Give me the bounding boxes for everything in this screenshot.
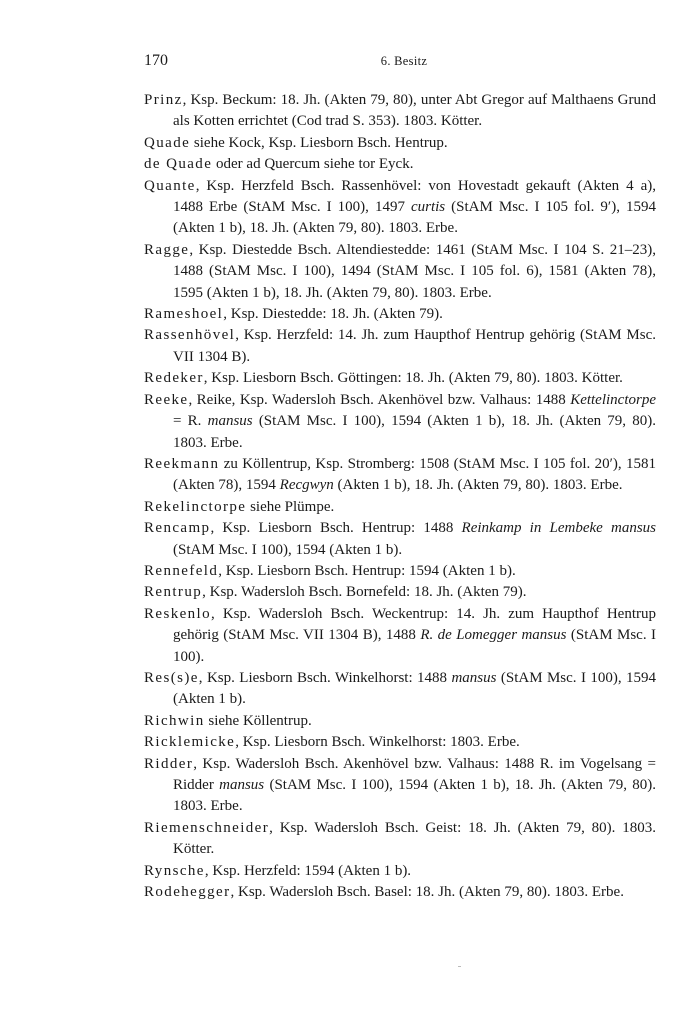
entry-headword: Rassenhövel	[144, 327, 236, 344]
entry-headword: Rynsche	[144, 862, 205, 879]
entry	[144, 390, 656, 454]
entry-text: , Ksp. Wadersloh Bsch. Bornefeld: 18. Jh. (Akten 79).	[202, 584, 527, 601]
entry-text: , Ksp. Diestedde: 18. Jh. (Akten 79).	[223, 306, 443, 323]
entry-text: (StAM Msc. I 105 fol. 9′), 1594 (Akten 1 b), 18. Jh. (Akten 79, 80). 1803. Erbe.	[173, 199, 656, 237]
entry-italic-text: mansus	[219, 777, 265, 793]
entry	[144, 861, 656, 882]
entry	[144, 668, 656, 711]
entry	[144, 176, 656, 240]
entry	[144, 882, 656, 903]
entry-text: , Ksp. Wadersloh Bsch. Basel: 18. Jh. (Akten 79, 80). 1803. Erbe.	[230, 884, 624, 901]
entry-text: siehe Köllentrup.	[204, 712, 312, 729]
entry-text: oder ad Quercum siehe tor Eyck.	[212, 156, 414, 173]
entry-text: , Ksp. Diestedde Bsch. Altendiestedde: 1461 (StAM Msc. I 104 S. 21–23), 1488 (StAM Msc. I 100), 1494 (StAM Msc. I 105 fol. 6), 1581 (Akten 78), 1595 (Akten 1 b), 18. Jh. (Akten 79, 80). 1803. Erbe.	[173, 241, 656, 301]
entry-text: , Ksp. Wadersloh Bsch. Akenhövel bzw. Valhaus: 1488 R. im Vogelsang = Ridder	[173, 755, 656, 793]
entry-headword: Res(s)e	[144, 669, 199, 686]
entry-headword: Rameshoel	[144, 306, 224, 323]
entry-headword: Quante	[144, 177, 196, 194]
entry-text: , Reike, Ksp. Wadersloh Bsch. Akenhövel bzw. Valhaus: 1488	[188, 391, 571, 408]
entry-italic-text: mansus	[207, 413, 253, 430]
entry-text: (StAM Msc. I 100), 1594 (Akten 1 b), 18. Jh. (Akten 79, 80). 1803. Erbe.	[173, 777, 656, 815]
entry-headword: Ridder	[144, 755, 194, 772]
entry	[144, 133, 656, 154]
entry-headword: Rodehegger	[144, 884, 231, 901]
entry	[144, 582, 656, 603]
entry	[144, 304, 656, 325]
entry-list	[144, 90, 656, 903]
page-header	[144, 52, 664, 72]
running-head: 6. Besitz	[380, 54, 428, 68]
entry-text: (StAM Msc. I 100), 1594 (Akten 1 b), 18. Jh. (Akten 79, 80). 1803. Erbe.	[173, 413, 656, 451]
entry-text: , Ksp. Wadersloh Bsch. Weckentrup: 14. Jh. zum Haupthof Hentrup gehörig (StAM Msc. VII 1304 B), 1488	[173, 605, 656, 644]
entry-headword: Riemenschneider	[144, 819, 270, 836]
entry	[144, 711, 656, 732]
entry-text: (Akten 1 b), 18. Jh. (Akten 79, 80). 1803. Erbe.	[333, 477, 623, 494]
entry	[144, 90, 656, 133]
entry-headword: Redeker	[144, 370, 204, 387]
entry-headword: Richwin	[144, 712, 205, 729]
entry-headword: Rentrup	[144, 584, 203, 601]
entry-italic-text: Recgwyn	[279, 477, 334, 494]
entry-text: = R.	[173, 413, 208, 430]
entry	[144, 368, 656, 389]
entry-text: , Ksp. Herzfeld Bsch. Rassenhövel: von Hovestadt gekauft (Akten 4 a), 1488 Erbe (StAM Msc. I 100), 1497	[173, 177, 656, 216]
entry-italic-text: mansus	[451, 669, 497, 686]
entry-text: siehe Plümpe.	[246, 498, 335, 515]
entry	[144, 732, 656, 753]
entry-text: siehe Kock, Ksp. Liesborn Bsch. Hentrup.	[190, 134, 448, 151]
entry-text: , Ksp. Liesborn Bsch. Hentrup: 1594 (Akten 1 b).	[218, 562, 516, 579]
entry-text: (StAM Msc. I 100).	[173, 627, 656, 665]
entry	[144, 325, 656, 368]
entry-headword: Rencamp	[144, 520, 211, 537]
entry-text: , Ksp. Liesborn Bsch. Göttingen: 18. Jh. (Akten 79, 80). 1803. Kötter.	[203, 370, 623, 387]
entry	[144, 497, 656, 518]
entry	[144, 240, 656, 304]
entry-headword: Reskenlo	[144, 605, 212, 622]
page-number: 170	[144, 52, 168, 69]
entry	[144, 518, 656, 561]
entry-text: , Ksp. Liesborn Bsch. Winkelhorst: 1488	[198, 669, 452, 686]
entry-headword: de Quade	[144, 156, 213, 173]
scan-speck	[458, 966, 461, 967]
entry-italic-text: Kettelinctorpe	[570, 391, 656, 408]
entry-text: , Ksp. Liesborn Bsch. Winkelhorst: 1803. Erbe.	[235, 734, 520, 751]
entry	[144, 454, 656, 497]
entry-headword: Ragge	[144, 241, 190, 258]
entry	[144, 754, 656, 818]
entry-text: (StAM Msc. I 100), 1594 (Akten 1 b).	[173, 669, 657, 708]
entry-text: , Ksp. Wadersloh Bsch. Geist: 18. Jh. (Akten 79, 80). 1803. Kötter.	[173, 819, 656, 858]
entry-text: (StAM Msc. I 100), 1594 (Akten 1 b).	[173, 541, 403, 558]
entry-text: zu Köllentrup, Ksp. Stromberg: 1508 (StAM Msc. I 105 fol. 20′), 1581 (Akten 78), 1594	[173, 455, 656, 494]
entry	[144, 818, 656, 861]
entry-headword: Rekelinctorpe	[144, 498, 247, 515]
entry-headword: Rennefeld	[144, 562, 219, 579]
entry-headword: Prinz	[144, 92, 183, 108]
entry	[144, 154, 656, 175]
entry-text: , Ksp. Herzfeld: 1594 (Akten 1 b).	[204, 862, 412, 879]
entry-italic-text: curtis	[410, 199, 446, 216]
entry-italic-text: R. de Lomegger mansus	[420, 627, 567, 644]
entry-text: , Ksp. Liesborn Bsch. Hentrup: 1488	[210, 520, 462, 537]
entry-headword: Quade	[144, 134, 191, 151]
entry	[144, 561, 656, 582]
entry-headword: Ricklemicke	[144, 734, 236, 751]
entry-text: , Ksp. Herzfeld: 14. Jh. zum Haupthof Hentrup gehörig (StAM Msc. VII 1304 B).	[173, 327, 656, 365]
entry-italic-text: Reinkamp in Lembeke mansus	[461, 520, 656, 537]
entry-headword: Reeke	[144, 391, 189, 408]
entry-text: , Ksp. Beckum: 18. Jh. (Akten 79, 80), unter Abt Gregor auf Malthaens Grund als Kotten errichtet (Cod trad S. 353). 1803. Kötter.	[173, 92, 656, 130]
entry	[144, 604, 656, 668]
entry-headword: Reekmann	[144, 455, 220, 472]
